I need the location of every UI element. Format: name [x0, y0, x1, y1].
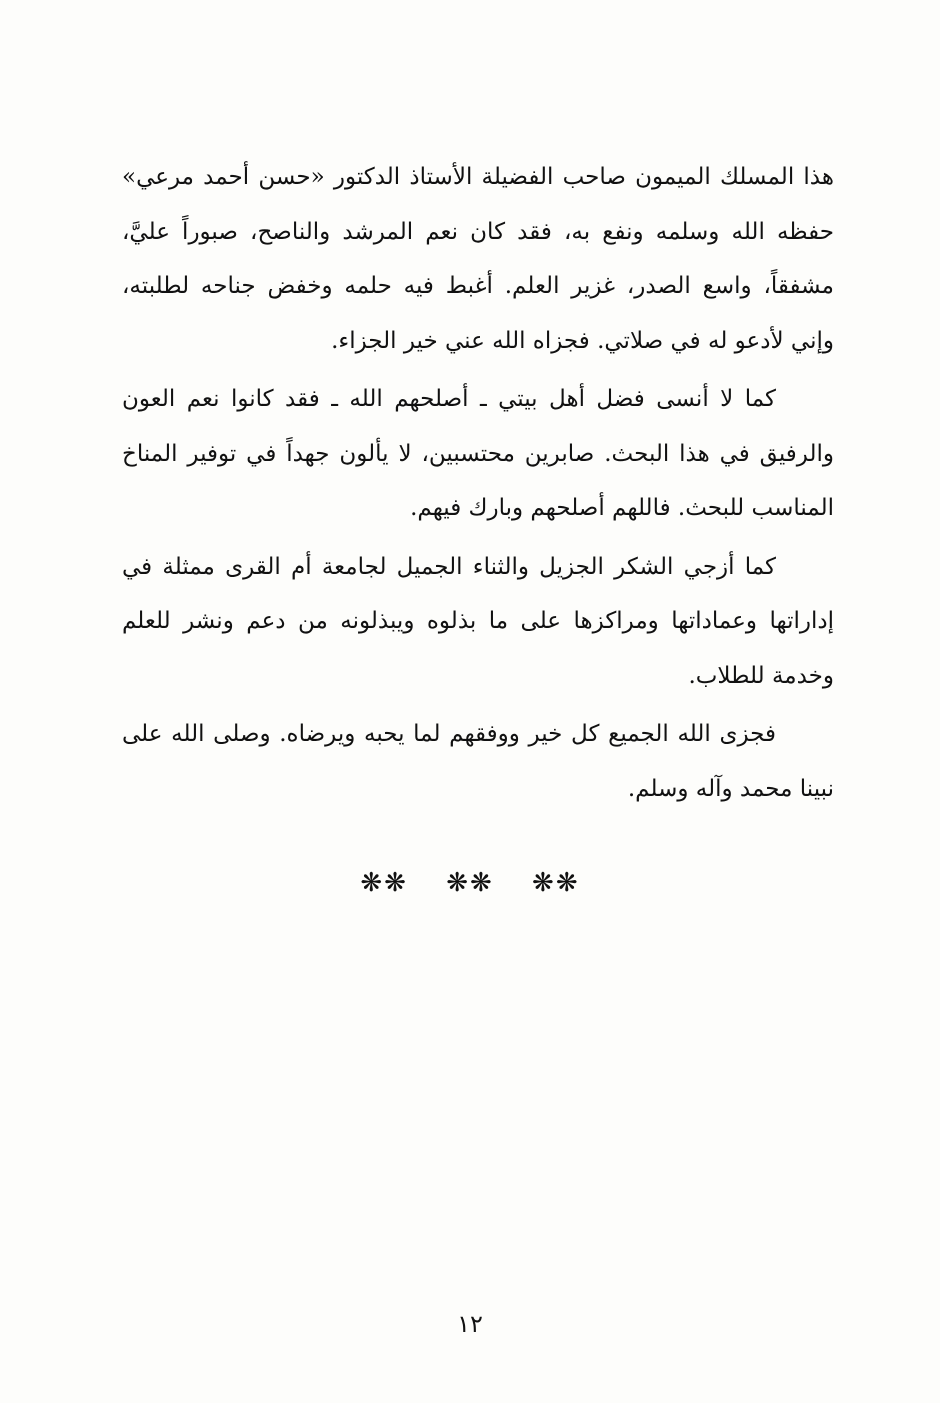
- section-divider-ornament: ❋❋ ❋❋ ❋❋: [360, 868, 580, 898]
- body-text: [122, 150, 834, 820]
- paragraph-1: هذا المسلك الميمون صاحب الفضيلة الأستاذ الدكتور «حسن أحمد مرعي» حفظه الله وسلمه ونفع به، فقد كان نعم المرشد والناصح، صبوراً عليَّ، مشفقاً، واسع الصدر، غزير العلم. أغبط فيه حلمه وخفض جناحه لطلبته، وإني لأدعو له في صلاتي. فجزاه الله عني خير الجزاء.: [122, 164, 834, 354]
- paragraph-4: فجزى الله الجميع كل خير ووفقهم لما يحبه ويرضاه. وصلى الله على نبينا محمد وآله وسلم.: [122, 721, 834, 802]
- page-number: ١٢: [457, 1310, 483, 1338]
- paragraph-3: كما أزجي الشكر الجزيل والثناء الجميل لجامعة أم القرى ممثلة في إداراتها وعماداتها ومراكزها على ما بذلوه ويبذلونه من دعم ونشر للعلم وخدمة للطلاب.: [122, 553, 834, 689]
- paragraph-2: كما لا أنسى فضل أهل بيتي ـ أصلحهم الله ـ فقد كانوا نعم العون والرفيق في هذا البحث. صابرين محتسبين، لا يألون جهداً في توفير المناخ المناسب للبحث. فاللهم أصلحهم وبارك فيهم.: [122, 386, 834, 521]
